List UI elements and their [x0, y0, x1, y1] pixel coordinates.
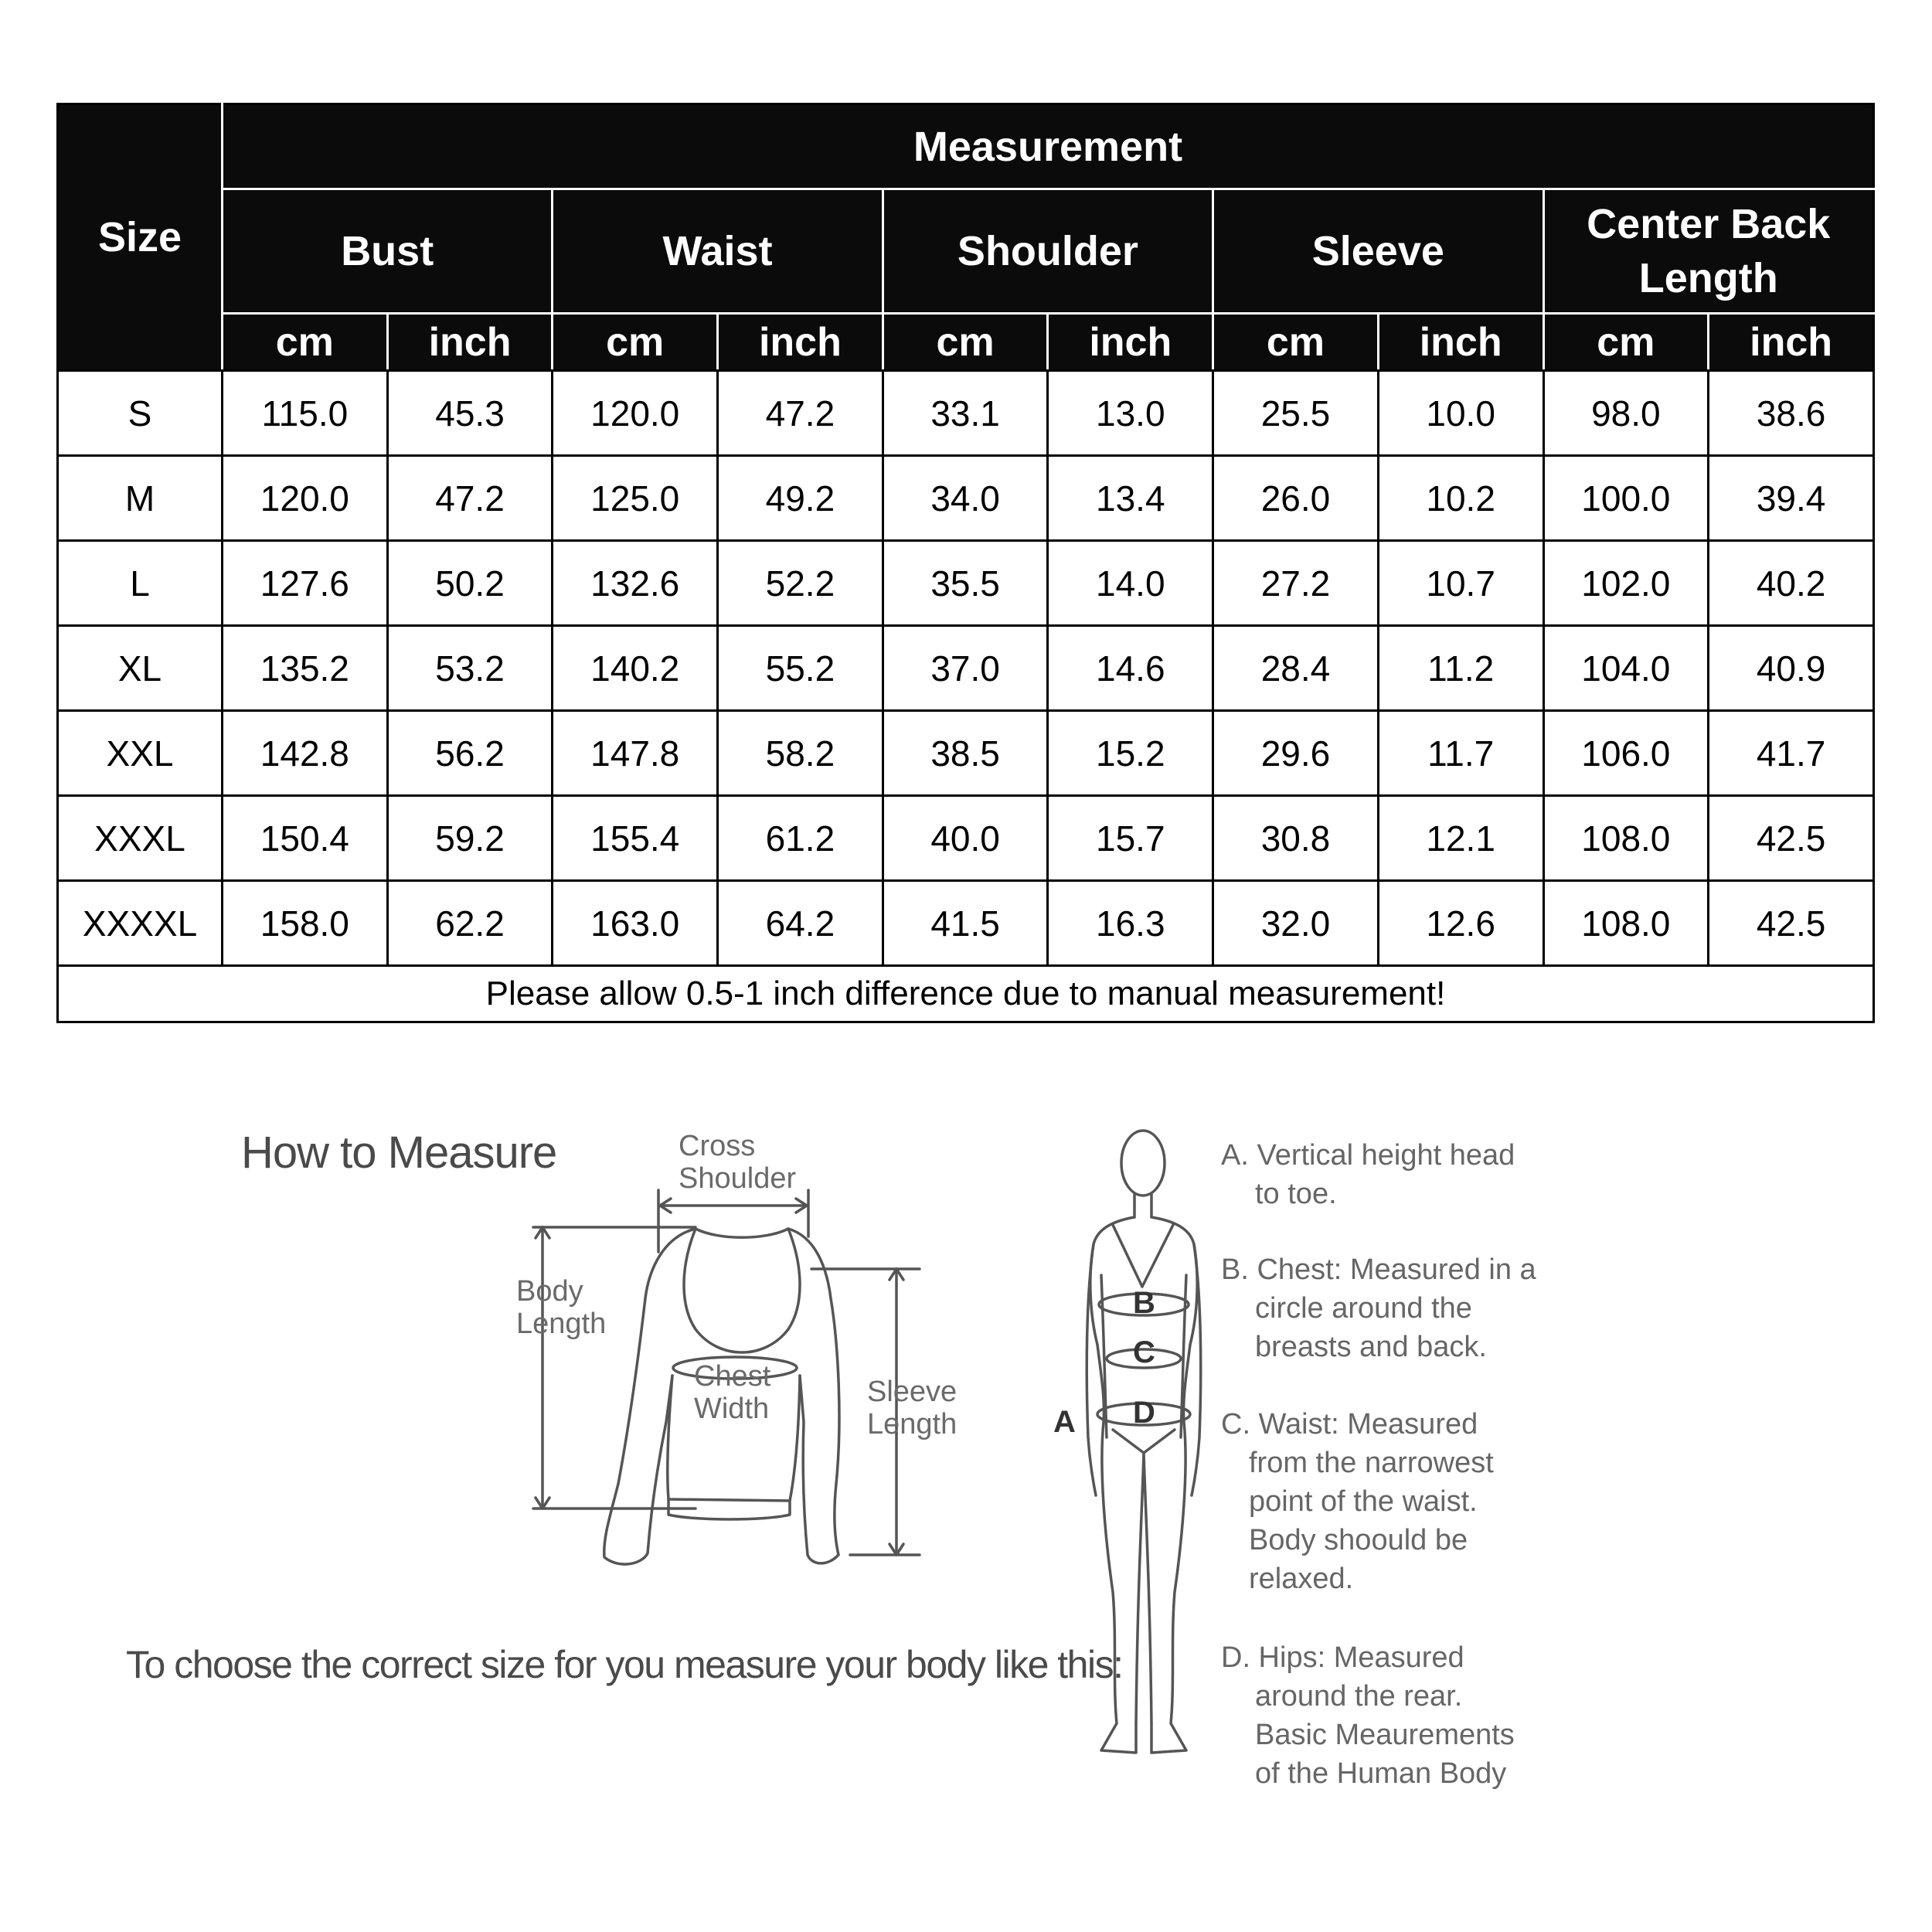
- size-cell: XXXL: [58, 796, 223, 881]
- value-cell: 10.0: [1378, 371, 1543, 456]
- value-cell: 40.2: [1709, 541, 1874, 626]
- value-cell: 61.2: [718, 796, 883, 881]
- unit-inch-header: inch: [1378, 314, 1543, 371]
- value-cell: 26.0: [1213, 456, 1379, 541]
- value-cell: 163.0: [553, 881, 718, 966]
- value-cell: 11.2: [1378, 626, 1543, 711]
- value-cell: 25.5: [1213, 371, 1379, 456]
- measurement-group-row: [58, 189, 1874, 314]
- size-rows: [58, 371, 1874, 966]
- size-cell: XL: [58, 626, 223, 711]
- value-cell: 40.0: [883, 796, 1048, 881]
- size-header: Size: [58, 104, 223, 371]
- size-cell: M: [58, 456, 223, 541]
- chest-width-label: Chest Width: [694, 1360, 771, 1425]
- value-cell: 34.0: [883, 456, 1048, 541]
- value-cell: 30.8: [1213, 796, 1379, 881]
- value-cell: 14.0: [1048, 541, 1213, 626]
- value-cell: 52.2: [718, 541, 883, 626]
- value-cell: 59.2: [387, 796, 553, 881]
- value-cell: 32.0: [1213, 881, 1379, 966]
- value-cell: 15.7: [1048, 796, 1213, 881]
- table-row: [58, 456, 1874, 541]
- unit-cm-header: cm: [1213, 314, 1379, 371]
- value-cell: 12.6: [1378, 881, 1543, 966]
- value-cell: 108.0: [1543, 881, 1709, 966]
- group-header: [1213, 189, 1543, 314]
- value-cell: 62.2: [387, 881, 553, 966]
- group-header-label: Center Back: [1587, 201, 1831, 247]
- value-cell: 58.2: [718, 711, 883, 796]
- value-cell: 127.6: [223, 541, 388, 626]
- group-header-label: Bust: [341, 228, 434, 274]
- body-length-label: Body Length: [516, 1275, 607, 1340]
- table-row: [58, 796, 1874, 881]
- value-cell: 49.2: [718, 456, 883, 541]
- value-cell: 120.0: [553, 371, 718, 456]
- size-cell: S: [58, 371, 223, 456]
- body-letter-b: B: [1133, 1286, 1155, 1320]
- measurement-header: Measurement: [223, 104, 1874, 189]
- value-cell: 125.0: [553, 456, 718, 541]
- note-vertical-height: A. Vertical height head to toe.: [1221, 1139, 1515, 1210]
- group-header: [223, 189, 553, 314]
- value-cell: 12.1: [1378, 796, 1543, 881]
- value-cell: 50.2: [387, 541, 553, 626]
- body-letter-a: A: [1053, 1405, 1076, 1439]
- unit-cm-header: cm: [883, 314, 1048, 371]
- cross-shoulder-label: Cross Shoulder: [679, 1130, 797, 1195]
- sleeve-length-label: Sleeve Length: [867, 1376, 957, 1440]
- value-cell: 45.3: [387, 371, 553, 456]
- value-cell: 108.0: [1543, 796, 1709, 881]
- value-cell: 115.0: [223, 371, 388, 456]
- value-cell: 11.7: [1378, 711, 1543, 796]
- group-header-label-line2: Length: [1638, 255, 1778, 301]
- group-header: [883, 189, 1213, 314]
- value-cell: 150.4: [223, 796, 388, 881]
- value-cell: 27.2: [1213, 541, 1379, 626]
- unit-cm-header: cm: [1543, 314, 1709, 371]
- value-cell: 100.0: [1543, 456, 1709, 541]
- value-cell: 37.0: [883, 626, 1048, 711]
- table-row: [58, 711, 1874, 796]
- value-cell: 64.2: [718, 881, 883, 966]
- unit-row: [58, 314, 1874, 371]
- value-cell: 98.0: [1543, 371, 1709, 456]
- group-header-label: Shoulder: [957, 228, 1138, 274]
- value-cell: 13.0: [1048, 371, 1213, 456]
- value-cell: 135.2: [223, 626, 388, 711]
- group-header-label: Sleeve: [1311, 228, 1444, 274]
- size-cell: L: [58, 541, 223, 626]
- value-cell: 158.0: [223, 881, 388, 966]
- value-cell: 132.6: [553, 541, 718, 626]
- table-row: [58, 626, 1874, 711]
- unit-cm-header: cm: [223, 314, 388, 371]
- value-cell: 53.2: [387, 626, 553, 711]
- value-cell: 29.6: [1213, 711, 1379, 796]
- unit-inch-header: inch: [1709, 314, 1874, 371]
- size-chart-table: [56, 103, 1875, 1023]
- value-cell: 55.2: [718, 626, 883, 711]
- value-cell: 15.2: [1048, 711, 1213, 796]
- table-row: [58, 541, 1874, 626]
- value-cell: 140.2: [553, 626, 718, 711]
- value-cell: 10.2: [1378, 456, 1543, 541]
- how-to-measure-title: How to Measure: [241, 1128, 557, 1178]
- value-cell: 155.4: [553, 796, 718, 881]
- value-cell: 33.1: [883, 371, 1048, 456]
- value-cell: 42.5: [1709, 881, 1874, 966]
- value-cell: 106.0: [1543, 711, 1709, 796]
- table-row: [58, 881, 1874, 966]
- body-letter-d: D: [1133, 1396, 1155, 1430]
- value-cell: 41.5: [883, 881, 1048, 966]
- group-header-label: Waist: [662, 228, 773, 274]
- unit-cm-header: cm: [553, 314, 718, 371]
- value-cell: 42.5: [1709, 796, 1874, 881]
- value-cell: 102.0: [1543, 541, 1709, 626]
- unit-inch-header: inch: [718, 314, 883, 371]
- table-row: [58, 371, 1874, 456]
- value-cell: 120.0: [223, 456, 388, 541]
- value-cell: 40.9: [1709, 626, 1874, 711]
- measurement-note: Please allow 0.5-1 inch difference due to manual measurement!: [58, 966, 1874, 1022]
- value-cell: 47.2: [718, 371, 883, 456]
- value-cell: 39.4: [1709, 456, 1874, 541]
- size-cell: XXXXL: [58, 881, 223, 966]
- value-cell: 147.8: [553, 711, 718, 796]
- size-cell: XXL: [58, 711, 223, 796]
- note-waist: C. Waist: Measured from the narrowest point of the waist. Body shoould be relaxed.: [1221, 1408, 1494, 1595]
- unit-inch-header: inch: [387, 314, 553, 371]
- value-cell: 28.4: [1213, 626, 1379, 711]
- note-chest: B. Chest: Measured in a circle around the breasts and back.: [1221, 1253, 1536, 1363]
- value-cell: 16.3: [1048, 881, 1213, 966]
- unit-inch-header: inch: [1048, 314, 1213, 371]
- value-cell: 38.6: [1709, 371, 1874, 456]
- human-body-diagram: [1066, 1121, 1221, 1777]
- value-cell: 10.7: [1378, 541, 1543, 626]
- value-cell: 13.4: [1048, 456, 1213, 541]
- note-hips: D. Hips: Measured around the rear. Basic Meaurements of the Human Body: [1221, 1641, 1515, 1790]
- choose-size-instruction: To choose the correct size for you measure your body like this:: [126, 1643, 1123, 1686]
- group-header: [1543, 189, 1874, 314]
- value-cell: 56.2: [387, 711, 553, 796]
- value-cell: 142.8: [223, 711, 388, 796]
- value-cell: 41.7: [1709, 711, 1874, 796]
- value-cell: 47.2: [387, 456, 553, 541]
- value-cell: 35.5: [883, 541, 1048, 626]
- group-header: [553, 189, 883, 314]
- value-cell: 38.5: [883, 711, 1048, 796]
- value-cell: 104.0: [1543, 626, 1709, 711]
- body-letter-c: C: [1133, 1335, 1155, 1369]
- value-cell: 14.6: [1048, 626, 1213, 711]
